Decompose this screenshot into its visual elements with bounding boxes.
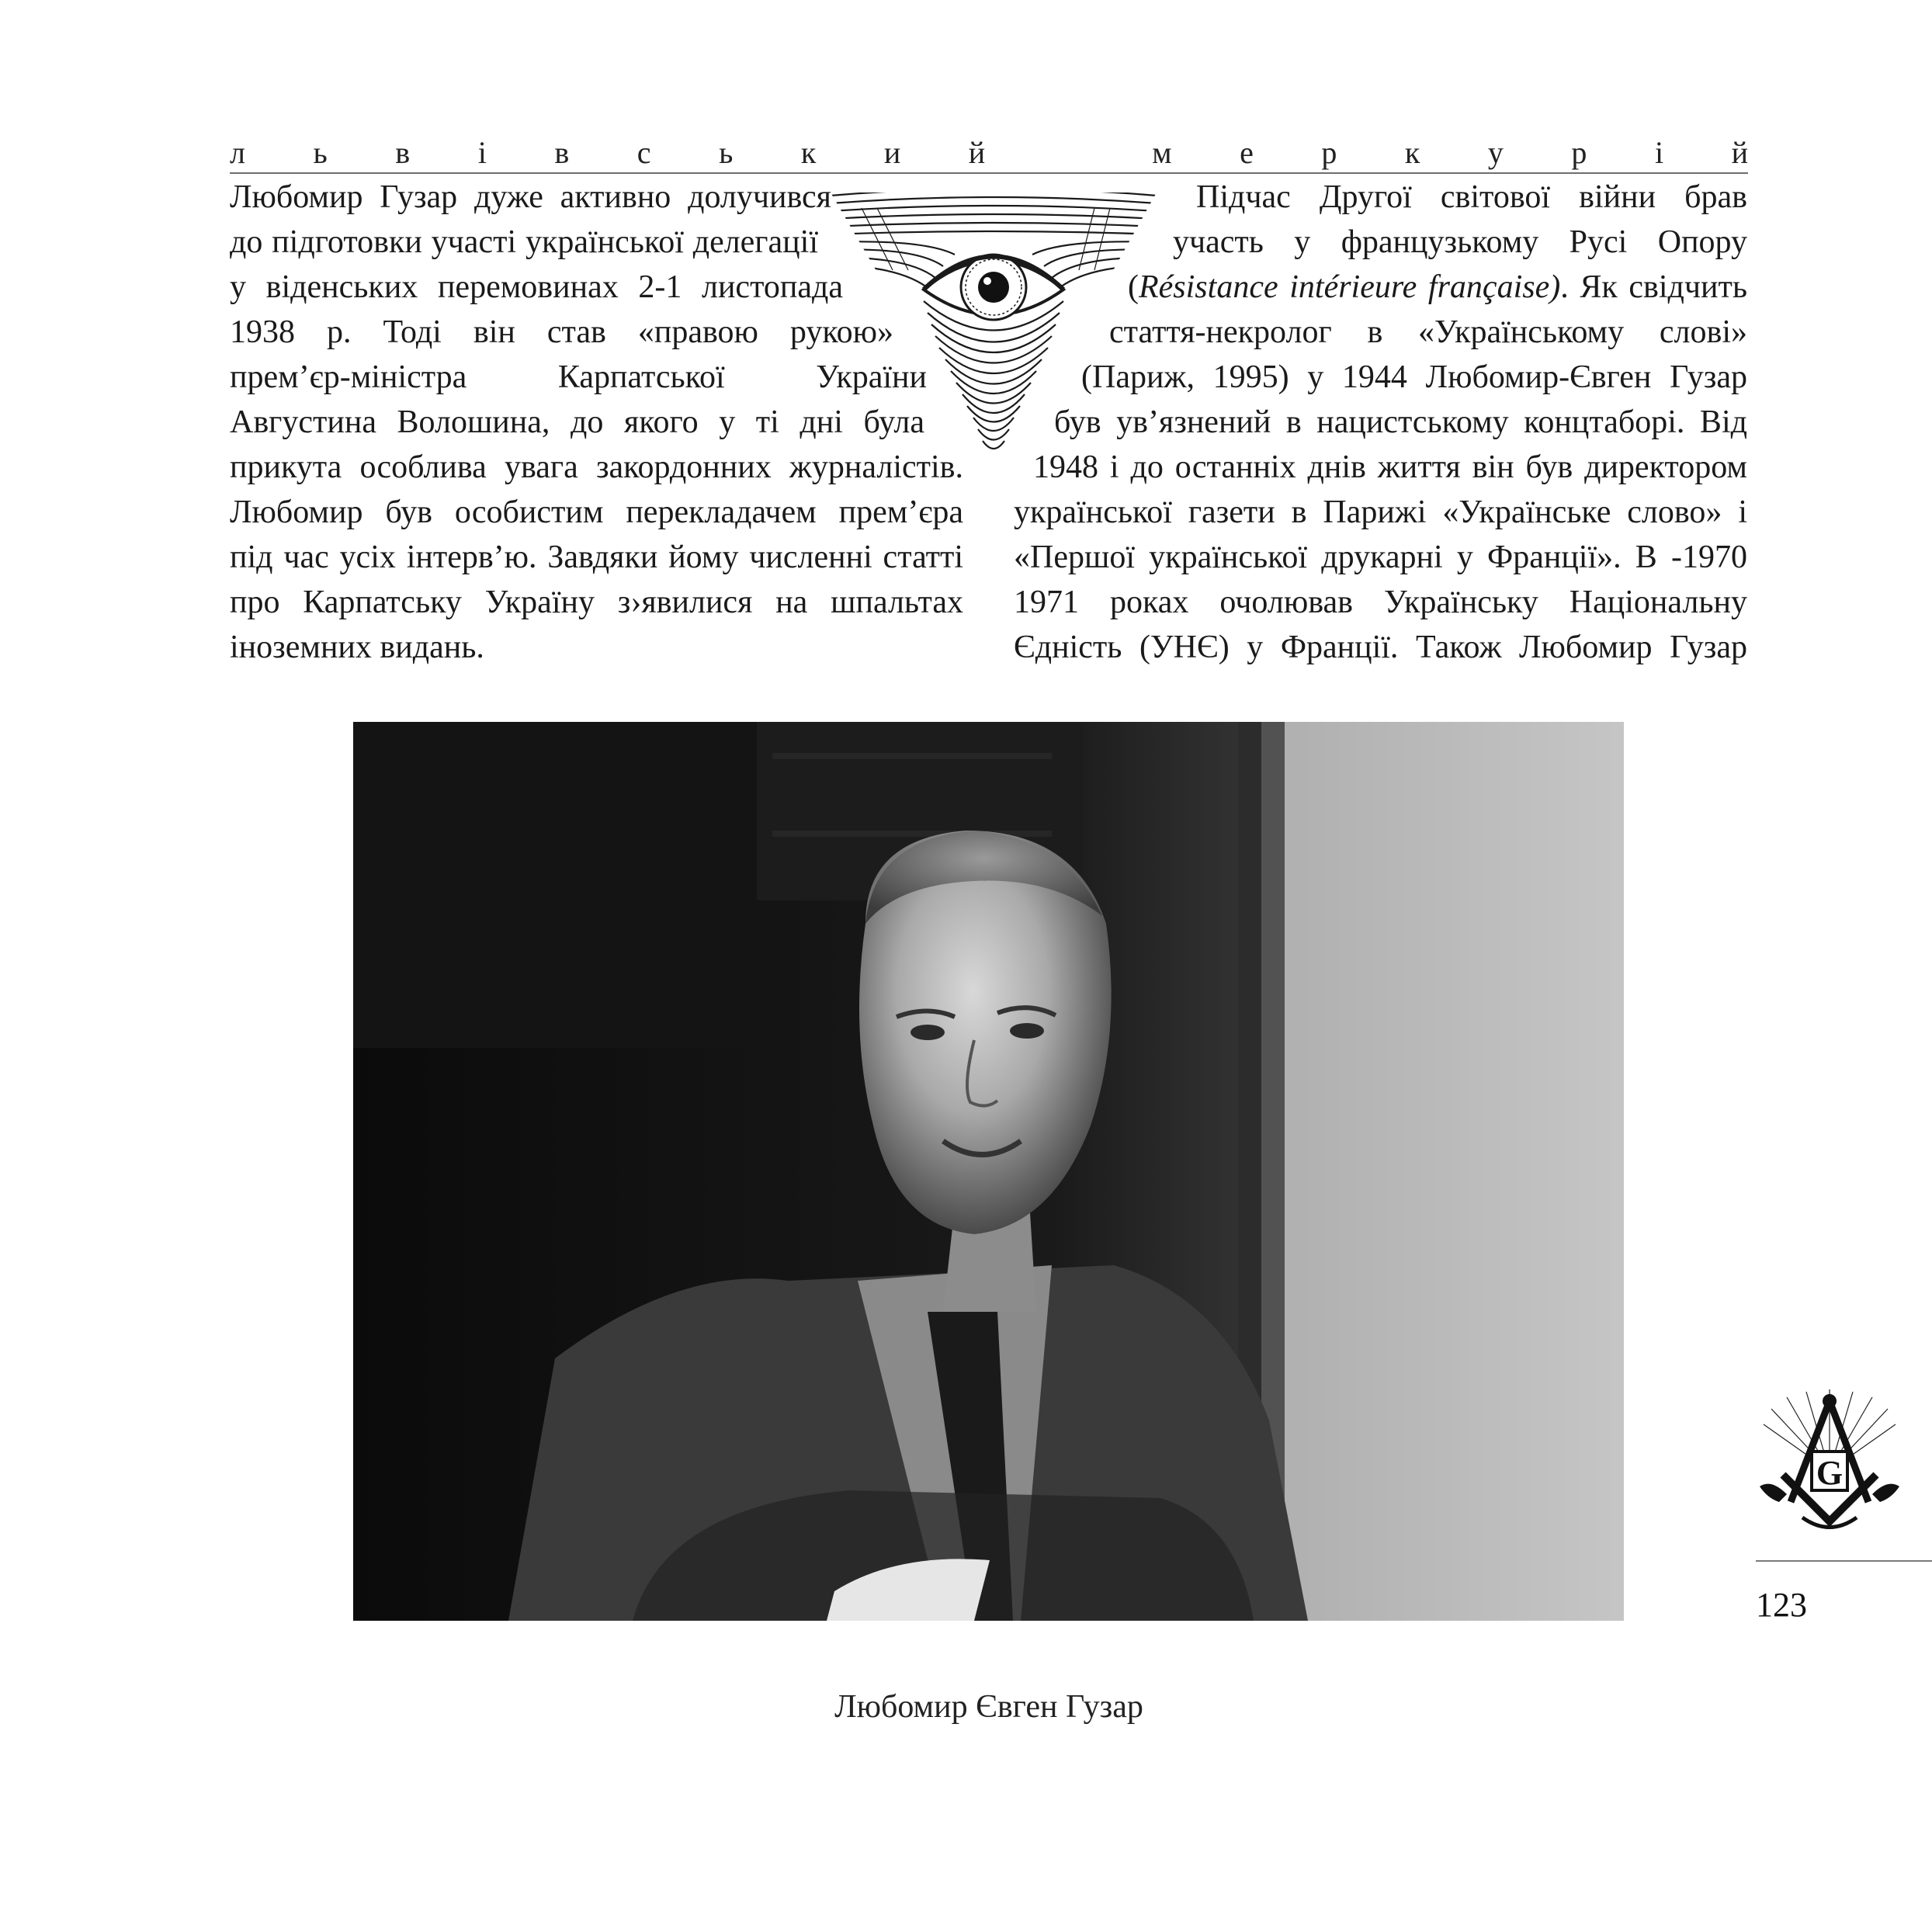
running-head-letter: и bbox=[883, 135, 901, 170]
running-head-letter: ь bbox=[313, 135, 328, 170]
text-line: у віденських перемовинах 2-1 листопада bbox=[230, 269, 843, 305]
emblem-rule bbox=[1756, 1560, 1932, 1562]
running-head bbox=[230, 124, 1748, 171]
text-line: української газети в Парижі «Українське слово» і bbox=[1014, 494, 1747, 530]
running-head-letter: у bbox=[1487, 135, 1504, 170]
text-line: стаття-некролог в «Українському слові» bbox=[1109, 314, 1747, 350]
text-line: до підготовки участі української делегації bbox=[230, 224, 818, 260]
running-head-letter: р bbox=[1321, 135, 1337, 170]
text-line: Єдність (УНЄ) у Франції. Також Любомир Гузар bbox=[1014, 630, 1747, 665]
text-line: «Першої української друкарні у Франції». В -1970 bbox=[1014, 539, 1747, 575]
text-line: Августина Волошина, до якого у ті дні була bbox=[230, 404, 924, 440]
text-line-italic bbox=[1128, 265, 1747, 310]
running-head-letter: ь bbox=[719, 135, 734, 170]
text-line: Любомир був особистим перекладачем прем’єра bbox=[230, 494, 963, 530]
running-head-letter: в bbox=[554, 135, 570, 170]
running-head-letter: і bbox=[477, 135, 487, 170]
portrait-photo bbox=[353, 722, 1624, 1621]
photo-caption: Любомир Євген Гузар bbox=[834, 1689, 1143, 1725]
text-line: 1938 р. Тоді він став «правою рукою» bbox=[230, 314, 893, 350]
text-line: прикута особлива увага закордонних журналістів. bbox=[230, 449, 963, 485]
running-head-letter: к bbox=[800, 135, 817, 170]
text-line: під час усіх інтерв’ю. Завдяки йому численні статті bbox=[230, 539, 963, 575]
running-head-letter: с bbox=[636, 135, 651, 170]
text-line: був ув’язнений в нацистському концтаборі. Від bbox=[1054, 404, 1747, 440]
running-head-letter: л bbox=[230, 135, 245, 170]
running-head-letter: р bbox=[1571, 135, 1587, 170]
running-head-letter: і bbox=[1654, 135, 1664, 170]
text-line: 1948 і до останніх днів життя він був директором bbox=[1033, 449, 1747, 485]
running-head-letter: й bbox=[968, 135, 986, 170]
text-line: 1971 роках очолював Українську Національну bbox=[1014, 584, 1747, 620]
right-column bbox=[893, 175, 1747, 670]
portrait-photo-drawing bbox=[353, 722, 1624, 1621]
text-line: Підчас Другої світової війни брав bbox=[1196, 179, 1747, 215]
running-head-letter: й bbox=[1731, 135, 1748, 170]
text-fragment: . Як свідчить bbox=[1560, 269, 1747, 305]
text-line: про Карпатську Україну з›явилися на шпальтах bbox=[230, 584, 963, 620]
text-line: прем’єр-міністра Карпатської України bbox=[230, 359, 927, 395]
text-line: участь у французькому Русі Опору bbox=[1173, 224, 1747, 260]
running-head-letter: к bbox=[1404, 135, 1420, 170]
square-compass-emblem-icon bbox=[1756, 1386, 1903, 1541]
text-line: (Париж, 1995) у 1944 Любомир-Євген Гузар bbox=[1081, 359, 1747, 395]
running-head-letter: м bbox=[1152, 135, 1172, 170]
text-line: Любомир Гузар дуже активно долучився bbox=[230, 179, 831, 215]
page-number: 123 bbox=[1756, 1586, 1807, 1624]
running-head-letter: е bbox=[1240, 135, 1254, 170]
text-fragment: ( bbox=[1128, 269, 1139, 305]
emblem-letter: G bbox=[1816, 1454, 1844, 1492]
header-rule bbox=[230, 172, 1748, 174]
text-line: іноземних видань. bbox=[230, 630, 484, 665]
running-head-letter: в bbox=[395, 135, 411, 170]
italic-phrase: Résistance intérieure française) bbox=[1139, 269, 1561, 305]
